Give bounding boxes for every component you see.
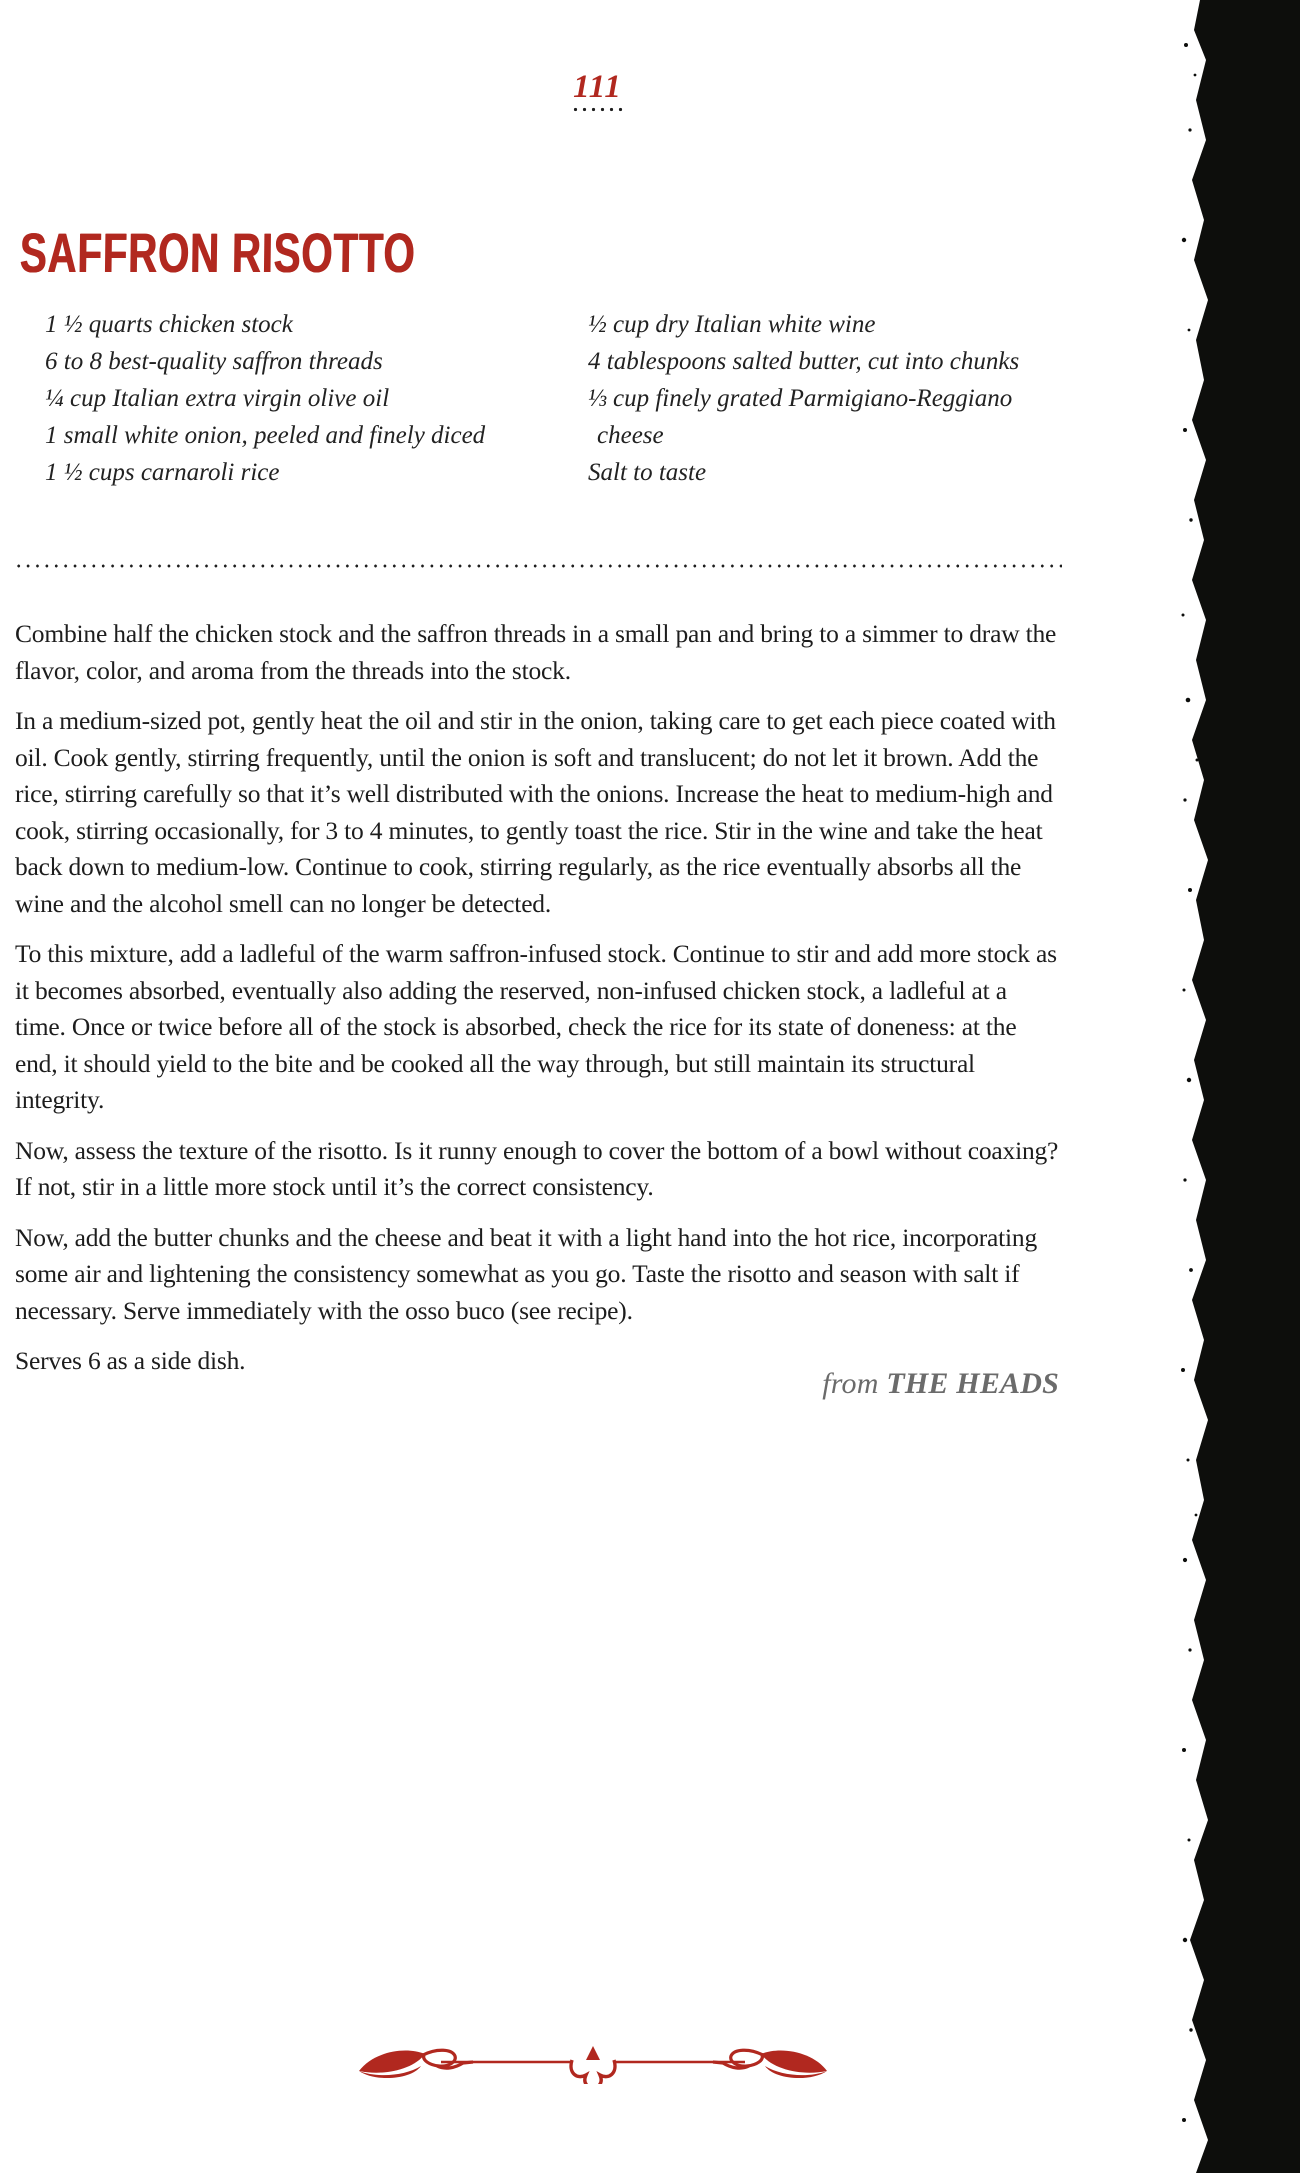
ingredient-item: ⅓ cup finely grated Parmigiano-Reggiano cheese [588,385,1013,449]
ingredient-item: 6 to 8 best-quality saffron threads [45,348,383,375]
attribution-source: THE HEADS [886,1366,1059,1400]
serves-line: Serves 6 as a side dish. [15,1346,246,1375]
ingredient-item: ½ cup dry Italian white wine [588,311,876,338]
ingredient-item: 1 ½ quarts chicken stock [45,311,293,338]
dotted-divider [14,564,1062,568]
page-number-dots [571,107,625,112]
page-number: 111 [573,69,622,105]
ingredient-item: ¼ cup Italian extra virgin olive oil [45,385,390,412]
ingredient-list-left [45,306,570,491]
instruction-paragraph: Combine half the chicken stock and the saffron threads in a small pan and bring to a simmer to draw the flavor, color, and aroma from the threads into the stock. [15,619,1057,685]
instructions-section [15,616,1059,1402]
instruction-paragraph: To this mixture, add a ladleful of the warm saffron-infused stock. Continue to stir and add more stock as it becomes absorbed, eventually also adding the reserved, non-infused chicken stock, a ladleful at a time. Once or twice before all of the stock is absorbed, check the rice for its state of doneness: at the end, it should yield to the bite and be cooked all the way through, but still maintain its structural integrity. [15,939,1057,1114]
ingredient-item: 1 small white onion, peeled and finely diced [45,422,486,449]
ingredient-item: 4 tablespoons salted butter, cut into chunks [588,348,1020,375]
instruction-paragraph: Now, add the butter chunks and the cheese and beat it with a light hand into the hot rice, incorporating some air and lightening the consistency somewhat as you go. Taste the risotto and season with salt if necessary. Serve immediately with the osso buco (see recipe). [15,1222,1038,1325]
ingredients-column-left [45,306,570,491]
recipe-title: SAFFRON RISOTTO [19,222,416,285]
attribution-prefix: from [822,1366,879,1400]
decorative-flourish-icon [353,2040,833,2084]
torn-page-edge [1170,0,1300,2173]
ingredient-item: Salt to taste [588,459,707,486]
page-number-block [0,70,1195,112]
ingredient-item: 1 ½ cups carnaroli rice [45,459,280,486]
ingredients-column-right [588,306,1060,491]
ingredient-list-right [588,306,1060,491]
instruction-paragraph: Now, assess the texture of the risotto. Is it runny enough to cover the bottom of a bowl without coaxing? If not, stir in a little more stock until it’s the correct consistency. [15,1135,1059,1201]
instruction-paragraph: In a medium-sized pot, gently heat the oil and stir in the onion, taking care to get each piece coated with oil. Cook gently, stirring frequently, until the onion is soft and translucent; do not let it brown. Add the rice, stirring carefully so that it’s well distributed with the onions. Increase the heat to medium-high and cook, stirring occasionally, for 3 to 4 minutes, to gently toast the rice. Stir in the wine and take the heat back down to medium-low. Continue to cook, stirring regularly, as the rice eventually absorbs all the wine and the alcohol smell can no longer be detected. [15,706,1056,918]
